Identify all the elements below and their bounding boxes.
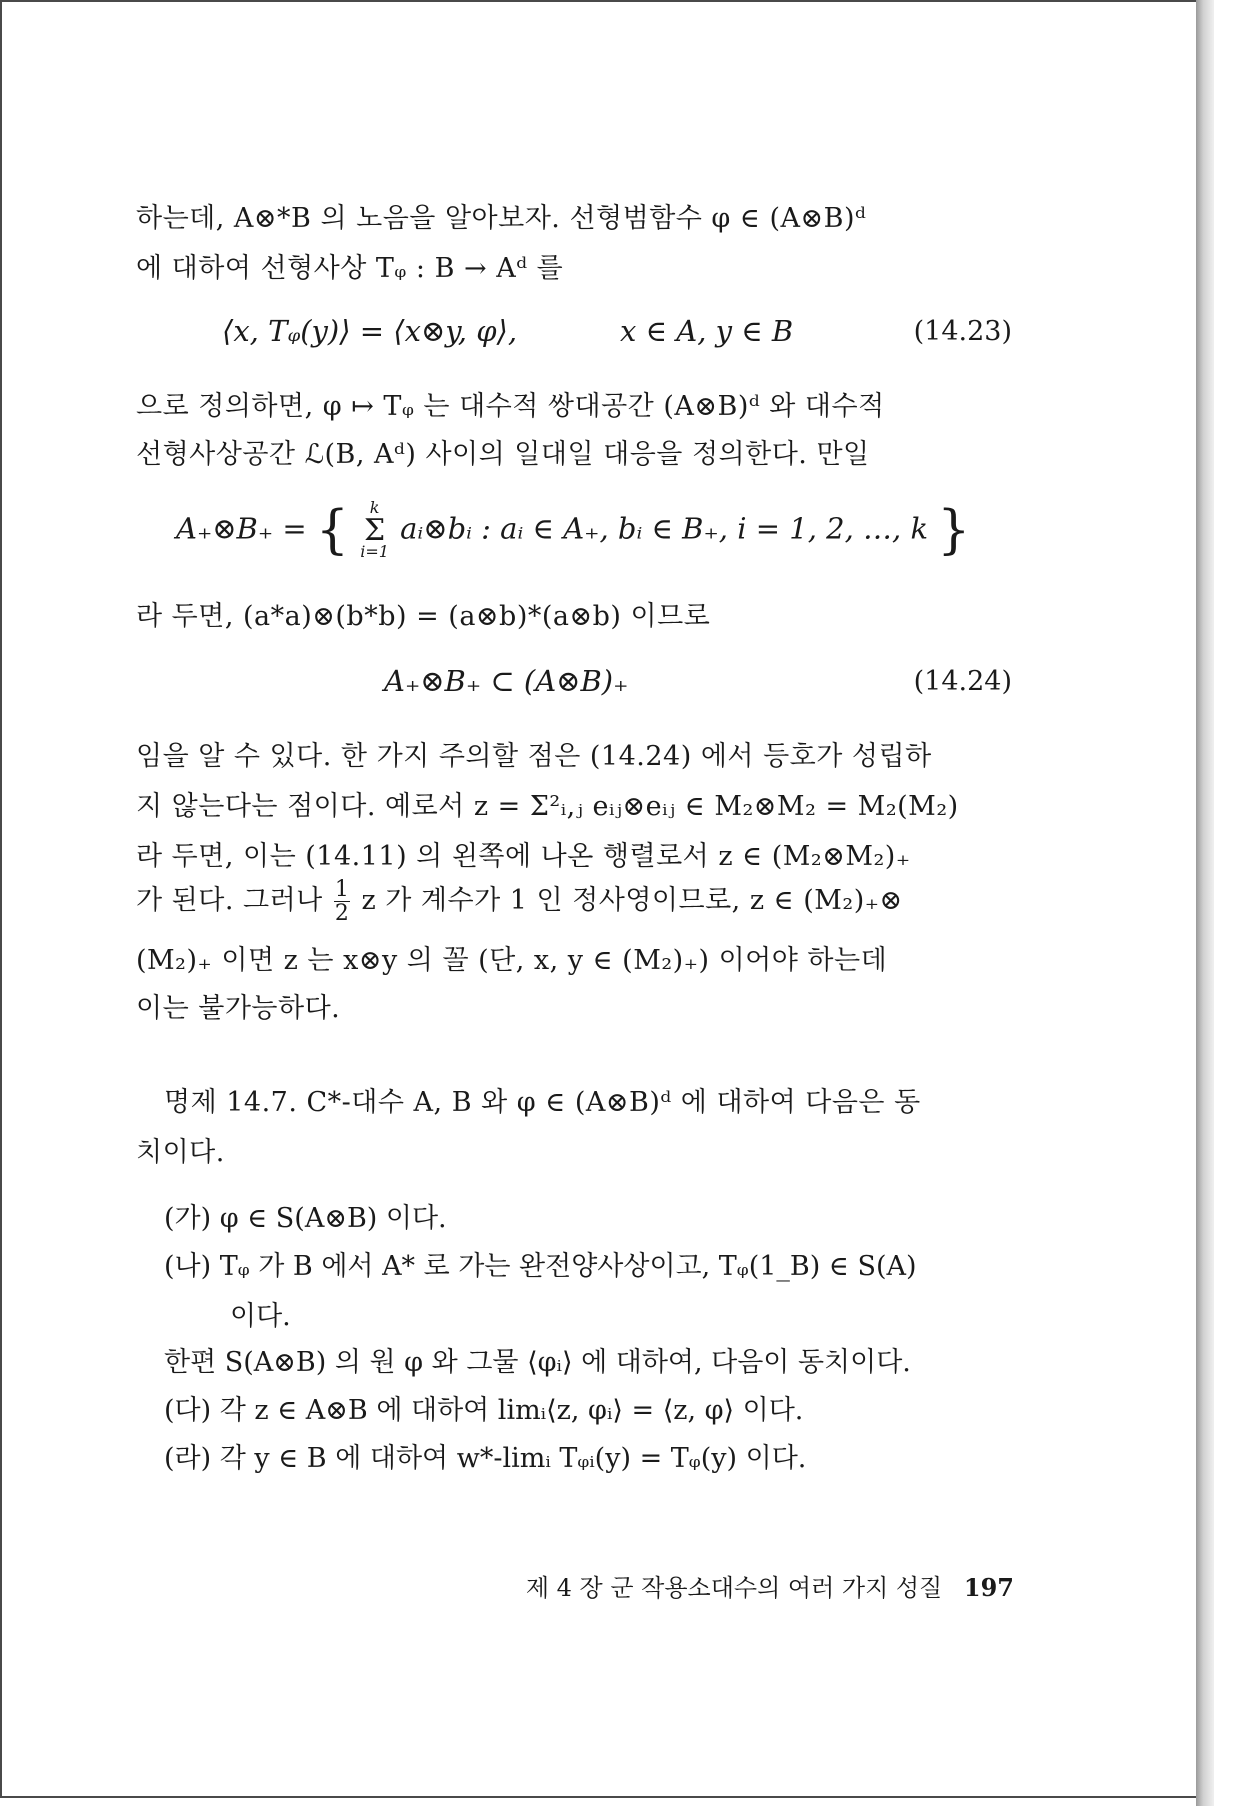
equation-positive-tensor-set [176, 500, 970, 561]
fraction-denominator: 2 [334, 901, 350, 927]
page-number: 197 [963, 1573, 1014, 1602]
text-line: 한편 S(A⊗B) 의 원 φ 와 그물 ⟨φᵢ⟩ 에 대하여, 다음이 동치이다. [164, 1347, 911, 1378]
summation-symbol [360, 500, 389, 561]
text-line-with-fraction [136, 878, 1016, 925]
equation-body: aᵢ⊗bᵢ : aᵢ ∈ A₊, bᵢ ∈ B₊, i = 1, 2, …, k [400, 511, 929, 546]
sum-upper-limit: k [369, 498, 380, 517]
text-segment: z 가 계수가 1 인 정사영이므로, z ∈ (M₂)₊⊗ [361, 885, 903, 917]
text-line: (M₂)₊ 이면 z 는 x⊗y 의 꼴 (단, x, y ∈ (M₂)₊) 이어야 하는데 [136, 945, 888, 976]
running-footer [526, 1568, 1014, 1603]
fraction-one-half [334, 878, 351, 925]
sum-lower-limit: i=1 [360, 541, 389, 561]
equation-14-24: A₊⊗B₊ ⊂ (A⊗B)₊ [384, 664, 629, 698]
page-edge-shadow [1196, 0, 1214, 1806]
text-line: 치이다. [136, 1137, 225, 1168]
left-brace: { [315, 500, 349, 561]
text-line: 라 두면, (a*a)⊗(b*b) = (a⊗b)*(a⊗b) 이므로 [136, 601, 711, 632]
list-item-da: (다) 각 z ∈ A⊗B 에 대하여 limᵢ⟨z, φᵢ⟩ = ⟨z, φ⟩ 이다. [164, 1395, 804, 1426]
right-brace: } [937, 500, 971, 561]
proposition-heading: 명제 14.7. C*-대수 A, B 와 φ ∈ (A⊗B)ᵈ 에 대하여 다음은 동 [164, 1087, 921, 1118]
equation-14-23-condition: x ∈ A, y ∈ B [620, 314, 794, 348]
text-line: 선형사상공간 ℒ(B, Aᵈ) 사이의 일대일 대응을 정의한다. 만일 [136, 439, 870, 470]
text-line: 이는 불가능하다. [136, 993, 341, 1024]
equation-14-23: ⟨x, Tᵩ(y)⟩ = ⟨x⊗y, φ⟩, [222, 314, 518, 348]
text-line: 에 대하여 선형사상 Tᵩ : B → Aᵈ 를 [136, 253, 564, 284]
text-line: 임을 알 수 있다. 한 가지 주의할 점은 (14.24) 에서 등호가 성립하 [136, 741, 932, 772]
text-line: 라 두면, 이는 (14.11) 의 왼쪽에 나온 행렬로서 z ∈ (M₂⊗M₂)₊ [136, 841, 911, 872]
list-item-ra: (라) 각 y ∈ B 에 대하여 w*-limᵢ Tᵩᵢ(y) = Tᵩ(y) 이다. [164, 1443, 807, 1474]
equation-lhs: A₊⊗B₊ = [176, 511, 307, 546]
text-line: 지 않는다는 점이다. 예로서 z = Σ²ᵢ,ⱼ eᵢⱼ⊗eᵢⱼ ∈ M₂⊗M₂ = M₂(M₂) [136, 791, 959, 822]
list-item-ga: (가) φ ∈ S(A⊗B) 이다. [164, 1203, 447, 1234]
equation-number: (14.23) [913, 316, 1012, 347]
text-segment: 가 된다. 그러나 [136, 885, 323, 917]
chapter-title: 제 4 장 군 작용소대수의 여러 가지 성질 [525, 1574, 943, 1602]
sigma-icon: Σ [363, 512, 386, 548]
text-line: 으로 정의하면, φ ↦ Tᵩ 는 대수적 쌍대공간 (A⊗B)ᵈ 와 대수적 [136, 391, 885, 422]
fraction-numerator: 1 [334, 877, 350, 902]
list-item-na-continued: 이다. [230, 1301, 291, 1332]
list-item-na: (나) Tᵩ 가 B 에서 A* 로 가는 완전양사상이고, Tᵩ(1_B) ∈ S(A) [164, 1251, 917, 1282]
equation-number: (14.24) [913, 666, 1012, 697]
text-line: 하는데, A⊗*B 의 노음을 알아보자. 선형범함수 φ ∈ (A⊗B)ᵈ [136, 203, 867, 234]
